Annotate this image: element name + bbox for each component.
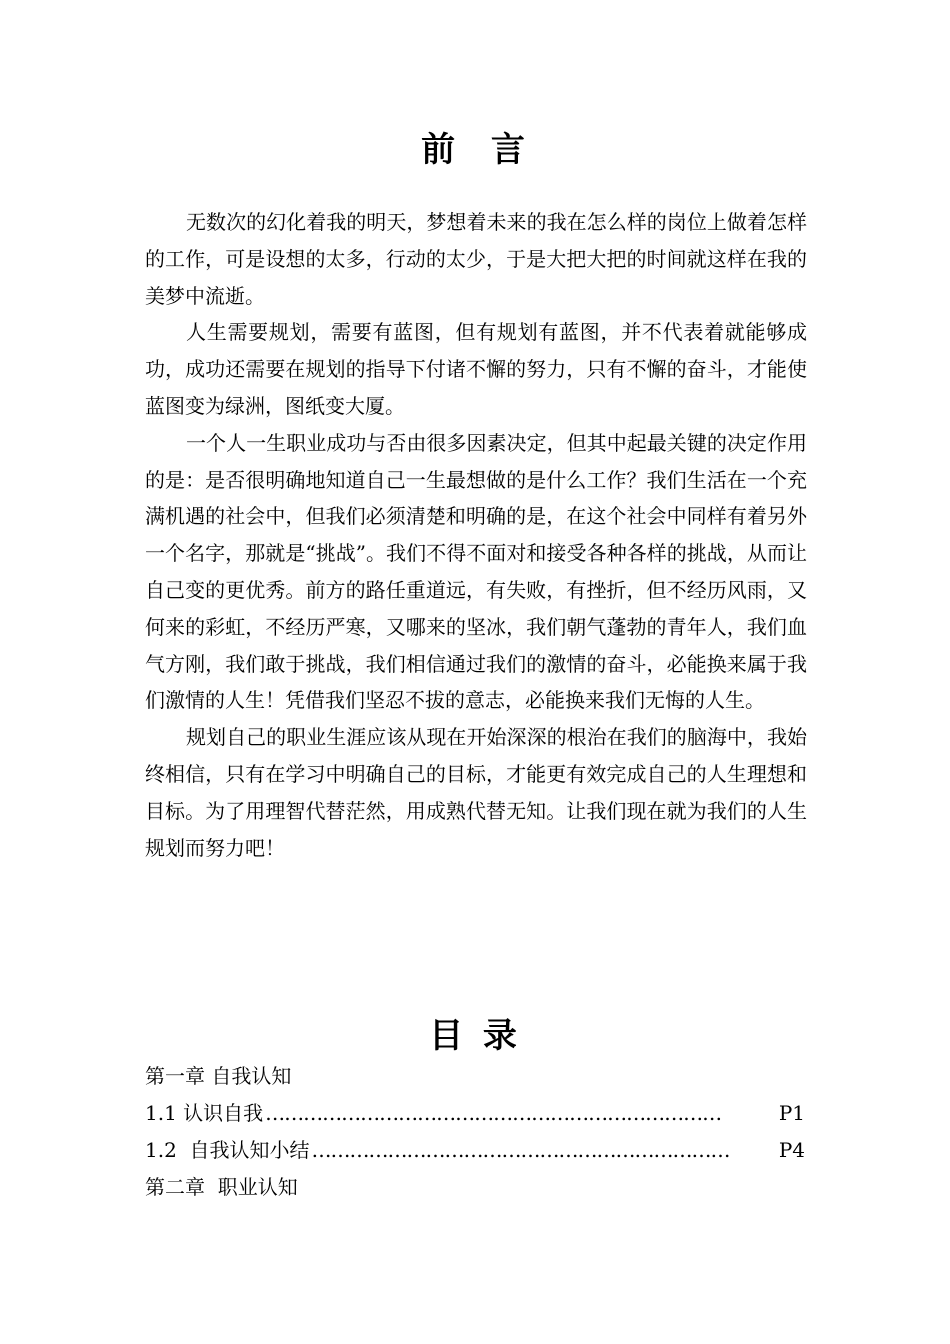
toc-entry-label: 1.2 自我认知小结 — [145, 1138, 310, 1162]
preface-body — [145, 204, 807, 866]
toc-dot-leader: ………………………………………………………… — [311, 1138, 730, 1162]
toc-title: 目 录 — [429, 1016, 521, 1056]
preface-paragraph: 一个人一生职业成功与否由很多因素决定，但其中起最关键的决定作用的是：是否很明确地知道自己一生最想做的是什么工作？我们生活在一个充满机遇的社会中，但我们必须清楚和明确的是，在这个社会中同样有着另外一个名字，那就是“挑战”。我们不得不面对和接受各种各样的挑战，从而让自己变的更优秀。前方的路任重道远，有失败，有挫折，但不经历风雨，又何来的彩虹，不经历严寒，又哪来的坚冰，我们朝气蓬勃的青年人，我们血气方刚，我们敢于挑战，我们相信通过我们的激情的奋斗，必能换来属于我们激情的人生！凭借我们坚忍不拔的意志，必能换来我们无悔的人生。 — [145, 430, 807, 713]
toc-entry-chapter-1[interactable] — [145, 1058, 805, 1095]
preface-paragraph: 无数次的幻化着我的明天，梦想着未来的我在怎么样的岗位上做着怎样的工作，可是设想的太多，行动的太少，于是大把大把的时间就这样在我的美梦中流逝。 — [145, 210, 807, 308]
toc-entry-chapter-2[interactable] — [145, 1169, 805, 1206]
toc-entry-label: 1.1 认识自我 — [145, 1101, 264, 1125]
preface-title: 前 言 — [421, 130, 529, 170]
preface-paragraph: 人生需要规划，需要有蓝图，但有规划有蓝图，并不代表着就能够成功，成功还需要在规划的指导下付诸不懈的努力，只有不懈的奋斗，才能使蓝图变为绿洲，图纸变大厦。 — [145, 320, 807, 418]
toc-entry-label: 第一章 自我认知 — [145, 1064, 292, 1088]
toc-entry-label: 第二章 职业认知 — [145, 1175, 298, 1199]
toc-entry-1-2[interactable] — [145, 1132, 805, 1169]
table-of-contents — [145, 1058, 805, 1206]
preface-paragraph: 规划自己的职业生涯应该从现在开始深深的根治在我们的脑海中，我始终相信，只有在学习中明确自己的目标，才能更有效完成自己的人生理想和目标。为了用理智代替茫然，用成熟代替无知。让我们现在就为我们的人生规划而努力吧！ — [145, 725, 807, 860]
toc-page-number: P4 — [778, 1138, 805, 1162]
toc-dot-leader: ……………………………………………………………… — [265, 1101, 722, 1125]
toc-page-number: P1 — [778, 1101, 805, 1125]
toc-entry-1-1[interactable] — [145, 1095, 805, 1132]
